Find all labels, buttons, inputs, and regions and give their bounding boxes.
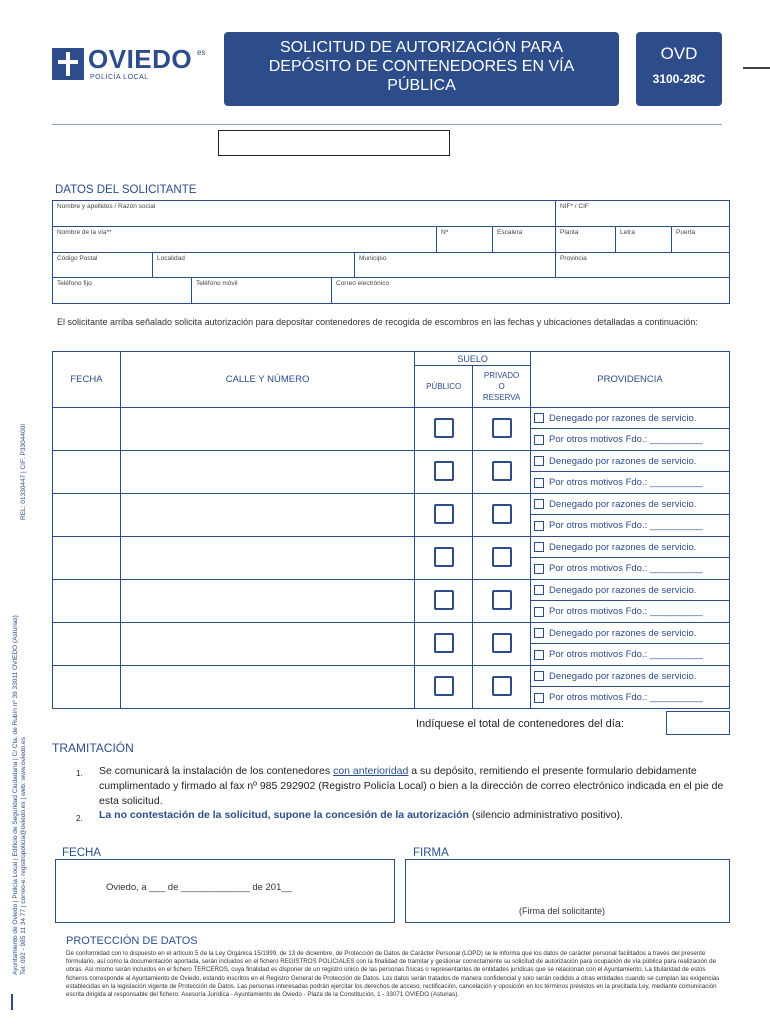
- otros-label: Por otros motivos Fdo.: __________: [549, 606, 703, 617]
- otros-checkbox[interactable]: [534, 478, 544, 488]
- publico-checkbox[interactable]: [434, 676, 454, 696]
- denegado-label: Denegado por razones de servicio.: [549, 498, 697, 510]
- row-providencia-cell: [531, 580, 730, 623]
- header-suelo: SUELO: [415, 352, 531, 366]
- oviedo-logo: [52, 44, 212, 84]
- table-row: [53, 623, 730, 666]
- otros-label: Por otros motivos Fdo.: __________: [549, 477, 703, 488]
- row-privado-cell: [473, 494, 531, 537]
- item-2-bold: La no contestación de la solicitud, supone la concesión de la autorización: [99, 809, 469, 821]
- row-fecha-cell[interactable]: [53, 666, 121, 709]
- table-row: [53, 451, 730, 494]
- otros-option[interactable]: [531, 644, 729, 665]
- otros-option[interactable]: [531, 472, 729, 493]
- row-publico-cell: [415, 580, 473, 623]
- privado-checkbox[interactable]: [492, 418, 512, 438]
- field-nif[interactable]: NIF* / CIF: [555, 201, 729, 226]
- denegado-checkbox[interactable]: [534, 671, 544, 681]
- denegado-option[interactable]: [531, 623, 729, 644]
- form-code: [636, 32, 722, 106]
- otros-label: Por otros motivos Fdo.: __________: [549, 520, 703, 531]
- denegado-label: Denegado por razones de servicio.: [549, 584, 697, 596]
- row-publico-cell: [415, 666, 473, 709]
- section-solicitante: DATOS DEL SOLICITANTE: [55, 184, 197, 196]
- row-fecha-cell[interactable]: [53, 451, 121, 494]
- field-localidad[interactable]: Localidad: [152, 253, 354, 277]
- denegado-label: Denegado por razones de servicio.: [549, 455, 697, 467]
- row-privado-cell: [473, 623, 531, 666]
- title-line-2: DEPÓSITO DE CONTENEDORES EN VÍA: [268, 58, 575, 75]
- table-row: [53, 580, 730, 623]
- field-codigo-postal[interactable]: Código Postal: [57, 255, 98, 262]
- row-providencia-cell: [531, 494, 730, 537]
- row-privado-cell: [473, 537, 531, 580]
- publico-checkbox[interactable]: [434, 504, 454, 524]
- header-fecha: FECHA: [53, 352, 121, 408]
- header-privado: [473, 366, 531, 408]
- field-escalera[interactable]: Escalera: [492, 227, 555, 252]
- row-privado-cell: [473, 666, 531, 709]
- row-calle-cell[interactable]: [120, 623, 414, 666]
- row-calle-cell[interactable]: [120, 666, 414, 709]
- denegado-label: Denegado por razones de servicio.: [549, 627, 697, 639]
- privado-line-1: PRIVADO: [483, 371, 520, 380]
- field-puerta[interactable]: Puerta: [671, 227, 729, 252]
- row-publico-cell: [415, 408, 473, 451]
- row-providencia-cell: [531, 408, 730, 451]
- privado-line-2: O: [498, 382, 505, 391]
- field-planta[interactable]: Planta: [555, 227, 615, 252]
- header-calle: CALLE Y NÚMERO: [120, 352, 414, 408]
- row-privado-cell: [473, 580, 531, 623]
- denegado-option[interactable]: [531, 451, 729, 472]
- registro-box[interactable]: [218, 130, 450, 156]
- denegado-label: Denegado por razones de servicio.: [549, 412, 697, 424]
- side-contact: Tel: 092 - 985 11 34 77 | correo-e: registropolicia@oviedo.es | web: www.oviedo.es: [20, 737, 27, 975]
- firma-box[interactable]: [405, 859, 730, 923]
- denegado-checkbox[interactable]: [534, 499, 544, 509]
- table-row: [53, 494, 730, 537]
- table-row: [53, 537, 730, 580]
- total-label: Indíquese el total de contenedores del día:: [416, 718, 624, 730]
- field-municipio[interactable]: Municipio: [354, 253, 555, 277]
- denegado-checkbox[interactable]: [534, 542, 544, 552]
- otros-label: Por otros motivos Fdo.: __________: [549, 563, 703, 574]
- privado-checkbox[interactable]: [492, 676, 512, 696]
- privado-checkbox[interactable]: [492, 590, 512, 610]
- row-publico-cell: [415, 623, 473, 666]
- row-fecha-cell[interactable]: [53, 537, 121, 580]
- row-fecha-cell[interactable]: [53, 623, 121, 666]
- code-bottom: 3100-28C: [652, 72, 706, 86]
- total-input[interactable]: [666, 711, 730, 735]
- otros-option[interactable]: [531, 515, 729, 536]
- row-calle-cell[interactable]: [120, 408, 414, 451]
- denegado-checkbox[interactable]: [534, 456, 544, 466]
- denegado-checkbox[interactable]: [534, 585, 544, 595]
- otros-option[interactable]: [531, 687, 729, 708]
- otros-option[interactable]: [531, 601, 729, 622]
- denegado-label: Denegado por razones de servicio.: [549, 541, 697, 553]
- otros-option[interactable]: [531, 558, 729, 579]
- item-1-text-a: Se comunicará la instalación de los contenedores: [99, 765, 334, 777]
- field-nombre[interactable]: Nombre y apellidos / Razón social: [57, 203, 156, 210]
- side-marker: [11, 994, 13, 1010]
- item-2-rest: (silencio administrativo positivo).: [468, 809, 623, 821]
- row-fecha-cell[interactable]: [53, 408, 121, 451]
- otros-checkbox[interactable]: [534, 693, 544, 703]
- field-telefono-fijo[interactable]: Teléfono fijo: [57, 280, 92, 287]
- table-row: [53, 666, 730, 709]
- otros-checkbox[interactable]: [534, 650, 544, 660]
- publico-checkbox[interactable]: [434, 461, 454, 481]
- code-top: OVD: [660, 44, 698, 63]
- row-privado-cell: [473, 451, 531, 494]
- otros-checkbox[interactable]: [534, 607, 544, 617]
- section-proteccion: PROTECCIÓN DE DATOS: [66, 935, 198, 947]
- row-privado-cell: [473, 408, 531, 451]
- denegado-option[interactable]: [531, 537, 729, 558]
- denegado-label: Denegado por razones de servicio.: [549, 670, 697, 682]
- logo-suffix: es: [197, 48, 206, 57]
- publico-checkbox[interactable]: [434, 418, 454, 438]
- field-provincia[interactable]: Provincia: [555, 253, 729, 277]
- field-letra[interactable]: Letra: [615, 227, 671, 252]
- tramitacion-item-2: [99, 808, 724, 823]
- privado-checkbox[interactable]: [492, 547, 512, 567]
- otros-checkbox[interactable]: [534, 435, 544, 445]
- proteccion-text: De conformidad con lo dispuesto en el artículo 5 de la Ley Orgánica 15/1999, de 13 de diciembre, de Protección de Datos de Carácter Personal (LOPD) se le informa que los datos de carácter personal facilitados a través del presente formulario, así como la documentación aportada, serán incluidos en el fichero REGISTROS POLICIALES con la finalidad de tramitar y gestionar correctamente su solicitud de autorización para ocupación de vía pública para realización de obras. Así mismo serán incluidos en el fichero TERCEROS, cuya finalidad es disponer de un registro único de las personas físicas o representantes de entidades jurídicas que se relacionan con el Ayuntamiento. La titularidad de estos ficheros corresponde al Ayuntamiento de Oviedo, estando inscritos en el Registro General de Protección de Datos. Los datos serán tratados de manera confidencial y solo serán cedidos a otras entidades cuando se cumplan las exigencias establecidas en la legislación vigente de Protección de Datos. Las personas interesadas podrán ejercitar los derechos de acceso, rectificación, cancelación y oposición en los términos previstos en la precitada Ley, mediante comunicación escrita dirigida al responsable del fichero: Asesoría Jurídica - Ayuntamiento de Oviedo - Plaza de la Constitución, 1 - 33071 OVIEDO (Asturias).: [66, 950, 720, 999]
- side-rel: REL: 01330447 | CIF: P3304400I: [20, 423, 27, 520]
- publico-checkbox[interactable]: [434, 590, 454, 610]
- privado-line-3: RESERVA: [482, 393, 521, 402]
- title-line-1: SOLICITUD DE AUTORIZACIÓN PARA: [279, 39, 563, 56]
- table-row: [53, 408, 730, 451]
- solicitante-grid: [52, 200, 730, 304]
- row-fecha-cell[interactable]: [53, 580, 121, 623]
- row-calle-cell[interactable]: [120, 537, 414, 580]
- header-providencia: PROVIDENCIA: [531, 352, 730, 408]
- firma-text: (Firma del solicitante): [519, 906, 606, 916]
- row-publico-cell: [415, 494, 473, 537]
- con-anterioridad-link: con anterioridad: [333, 765, 409, 777]
- row-publico-cell: [415, 451, 473, 494]
- fecha-box[interactable]: [55, 859, 395, 923]
- row-providencia-cell: [531, 666, 730, 709]
- otros-checkbox[interactable]: [534, 564, 544, 574]
- contenedores-table: [52, 351, 730, 709]
- row-calle-cell[interactable]: [120, 494, 414, 537]
- tramitacion-item-1: [99, 764, 724, 809]
- privado-checkbox[interactable]: [492, 633, 512, 653]
- otros-label: Por otros motivos Fdo.: __________: [549, 434, 703, 445]
- section-tramitacion: TRAMITACIÓN: [52, 741, 134, 755]
- form-title: [224, 32, 619, 106]
- title-line-3: PÚBLICA: [387, 77, 456, 94]
- header-divider: [52, 124, 722, 125]
- denegado-option[interactable]: [531, 666, 729, 687]
- field-numero[interactable]: Nº: [436, 227, 492, 252]
- row-calle-cell[interactable]: [120, 451, 414, 494]
- header-publico: PÚBLICO: [415, 366, 473, 408]
- item-1-text-b: a su depósito, remitiendo el presente formulario debidamente cumplimentado y firmado al fax nº 985 292902 (Registro Policía Local) o bien a la dirección de correo electrónico indicada en el pie de esta solicitud.: [99, 765, 724, 807]
- row-providencia-cell: [531, 623, 730, 666]
- privado-checkbox[interactable]: [492, 461, 512, 481]
- fecha-text: Oviedo, a ___ de _____________ de 201__: [106, 882, 292, 893]
- oviedo-cross-icon: [52, 48, 84, 80]
- denegado-option[interactable]: [531, 408, 729, 429]
- row-providencia-cell: [531, 451, 730, 494]
- otros-option[interactable]: [531, 429, 729, 450]
- row-fecha-cell[interactable]: [53, 494, 121, 537]
- otros-label: Por otros motivos Fdo.: __________: [549, 649, 703, 660]
- privado-checkbox[interactable]: [492, 504, 512, 524]
- fecha-label: FECHA: [62, 847, 101, 859]
- row-calle-cell[interactable]: [120, 580, 414, 623]
- intro-text: El solicitante arriba señalado solicita autorización para depositar contenedores de recogida de escombros en las fechas y ubicaciones detalladas a continuación:: [57, 317, 698, 327]
- edge-mark: [743, 67, 770, 69]
- row-publico-cell: [415, 537, 473, 580]
- otros-checkbox[interactable]: [534, 521, 544, 531]
- otros-label: Por otros motivos Fdo.: __________: [549, 692, 703, 703]
- publico-checkbox[interactable]: [434, 633, 454, 653]
- publico-checkbox[interactable]: [434, 547, 454, 567]
- logo-wordmark: OVIEDO: [88, 44, 193, 74]
- denegado-checkbox[interactable]: [534, 628, 544, 638]
- row-providencia-cell: [531, 537, 730, 580]
- denegado-option[interactable]: [531, 494, 729, 515]
- denegado-option[interactable]: [531, 580, 729, 601]
- field-via[interactable]: Nombre de la vía**: [57, 229, 112, 236]
- item-number-1: 1.: [76, 769, 83, 778]
- field-correo[interactable]: Correo electrónico: [331, 278, 729, 303]
- side-address: Ayuntamiento de Oviedo | Policía Local | Edificio de Seguridad Ciudadana | C/ Cta. de Rubín nº 39 33011 OVIEDO (Asturias): [12, 615, 19, 975]
- logo-subtitle: POLICÍA LOCAL: [90, 74, 149, 81]
- field-telefono-movil[interactable]: Teléfono móvil: [191, 278, 331, 303]
- denegado-checkbox[interactable]: [534, 413, 544, 423]
- firma-label: FIRMA: [413, 847, 449, 859]
- item-number-2: 2.: [76, 814, 83, 823]
